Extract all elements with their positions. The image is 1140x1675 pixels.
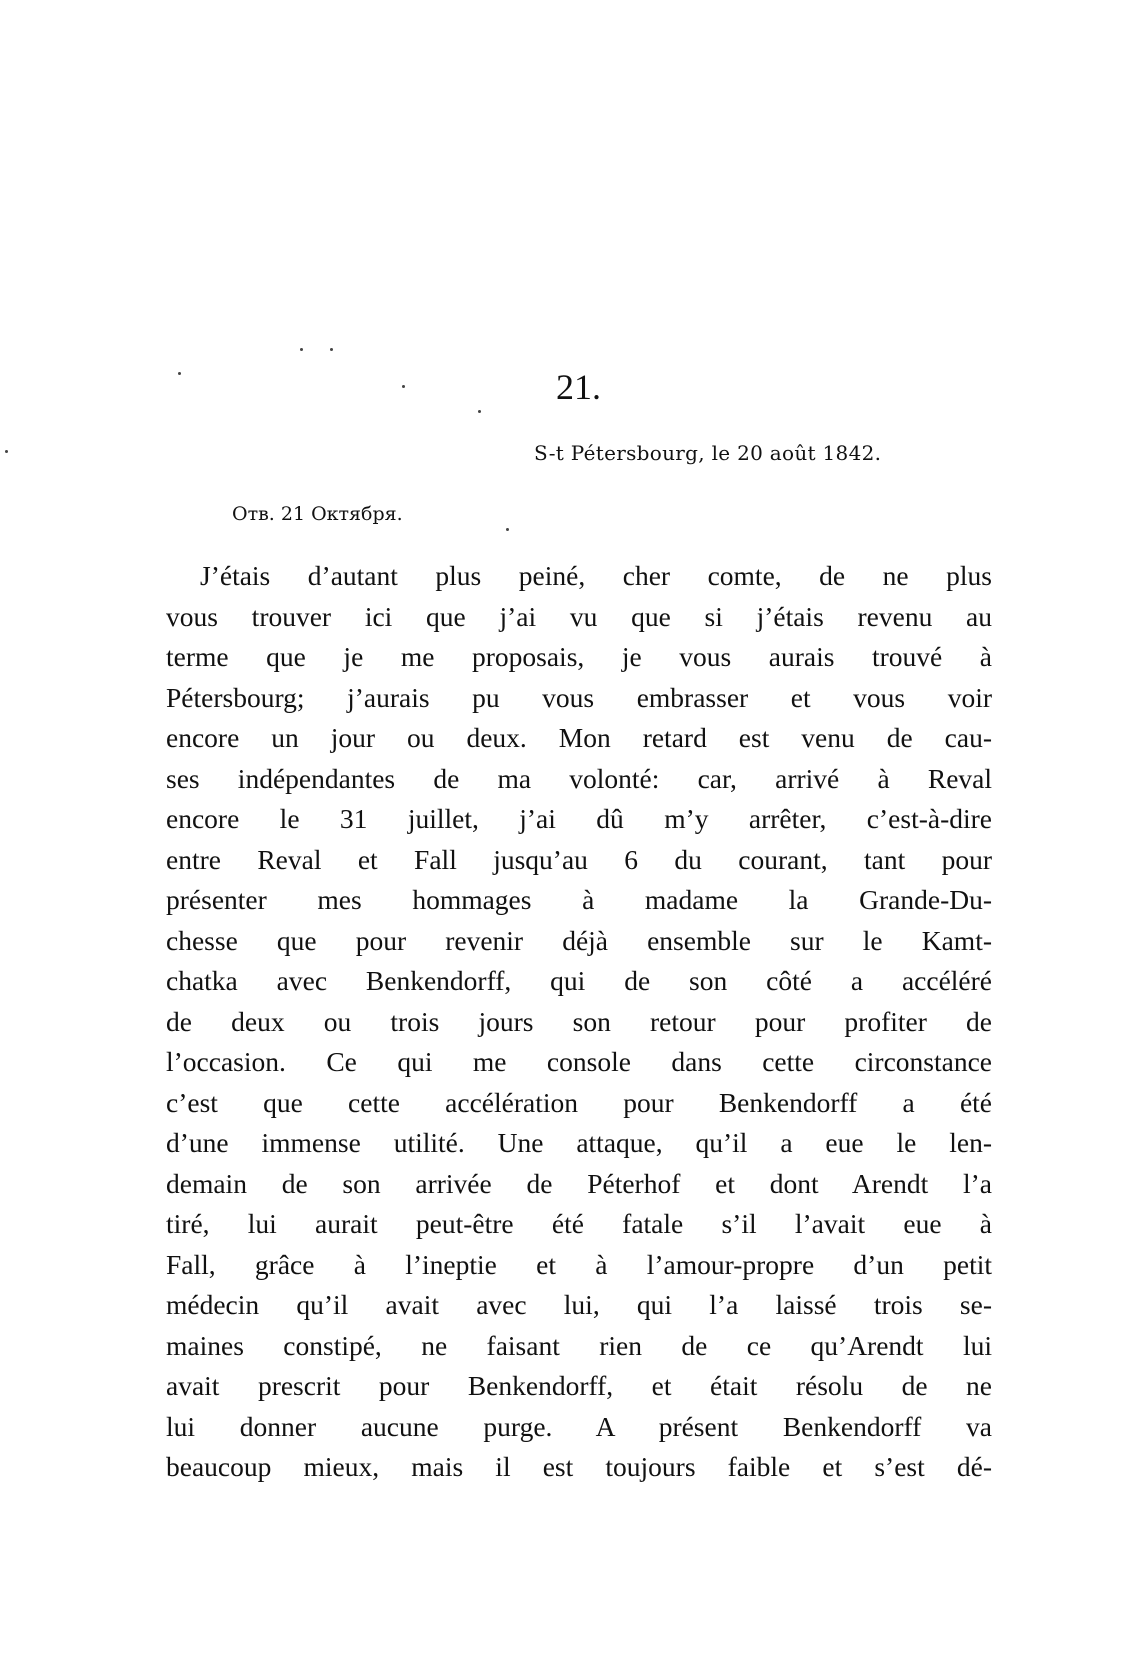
body-line: l’occasion. Ce qui me console dans cette circonstance — [166, 1046, 992, 1077]
body-line: chatka avec Benkendorff, qui de son côté a accéléré — [166, 965, 992, 996]
body-line: ses indépendantes de ma volonté: car, arrivé à Reval — [166, 762, 992, 794]
print-speck — [402, 385, 405, 388]
letter-dateline: S-t Pétersbourg, le 20 août 1842. — [534, 441, 882, 465]
body-line: médecin qu’il avait avec lui, qui l’a laissé trois se- — [166, 1289, 992, 1320]
print-speck — [178, 372, 181, 375]
body-line: encore le 31 juillet, j’ai dû m’y arrêter, c’est-à-dire — [166, 803, 992, 834]
print-speck — [330, 348, 333, 351]
print-speck — [300, 348, 303, 351]
body-line: demain de son arrivée de Péterhof et dont Arendt l’a — [166, 1167, 992, 1199]
body-line: chesse que pour revenir déjà ensemble sur le Kamt- — [166, 924, 992, 956]
body-line: c’est que cette accélération pour Benkendorff a été — [166, 1086, 992, 1118]
body-line: Pétersbourg; j’aurais pu vous embrasser et vous voir — [166, 681, 992, 713]
print-speck — [506, 528, 509, 531]
body-line: maines constipé, ne faisant rien de ce qu’Arendt lui — [166, 1329, 992, 1361]
body-line: beaucoup mieux, mais il est toujours faible et s’est dé- — [166, 1451, 992, 1482]
reply-note: Отв. 21 Октября. — [232, 503, 403, 525]
body-line: d’une immense utilité. Une attaque, qu’il a eue le len- — [166, 1127, 992, 1158]
letter-number: 21. — [556, 367, 601, 407]
body-line: tiré, lui aurait peut-être été fatale s’il l’avait eue à — [166, 1208, 992, 1239]
body-line: vous trouver ici que j’ai vu que si j’étais revenu au — [166, 600, 992, 632]
body-line: lui donner aucune purge. A présent Benkendorff va — [166, 1410, 992, 1442]
body-line: avait prescrit pour Benkendorff, et était résolu de ne — [166, 1370, 992, 1401]
body-line: Fall, grâce à l’ineptie et à l’amour-propre d’un petit — [166, 1248, 992, 1280]
letter-body — [166, 556, 992, 1488]
body-line: entre Reval et Fall jusqu’au 6 du courant, tant pour — [166, 843, 992, 875]
print-speck — [5, 450, 8, 453]
body-line: de deux ou trois jours son retour pour profiter de — [166, 1005, 992, 1037]
body-line: terme que je me proposais, je vous aurais trouvé à — [166, 641, 992, 672]
body-line: J’étais d’autant plus peiné, cher comte, de ne plus — [200, 560, 992, 591]
body-line: encore un jour ou deux. Mon retard est venu de cau- — [166, 722, 992, 753]
print-speck — [478, 410, 481, 413]
body-line: présenter mes hommages à madame la Grande-Du- — [166, 884, 992, 915]
